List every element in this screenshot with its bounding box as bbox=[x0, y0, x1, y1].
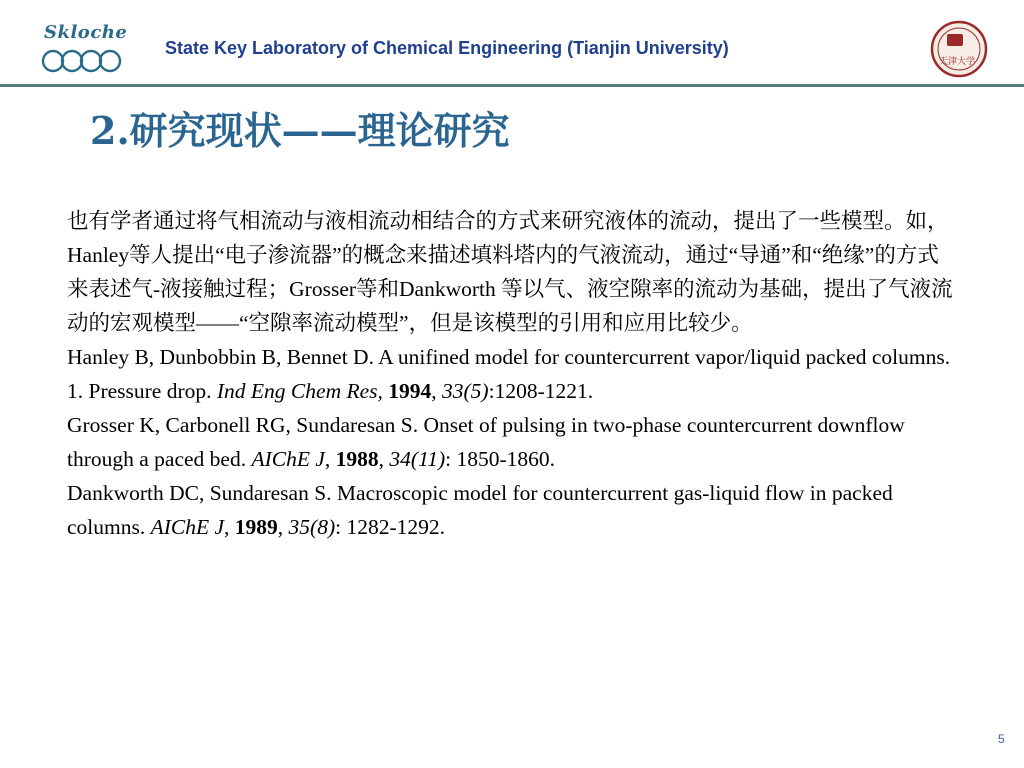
slide-body bbox=[67, 204, 957, 544]
reference-volume: 34(11) bbox=[389, 447, 446, 471]
reference-pages: :1208-1221. bbox=[488, 379, 594, 403]
reference-item bbox=[67, 476, 957, 544]
reference-text: Grosser K, Carbonell RG, Sundaresan S. Onset of pulsing in two-phase countercurrent downflow through a paced bed. bbox=[67, 413, 905, 471]
seal-text: 天津大学 bbox=[938, 57, 976, 67]
reference-item bbox=[67, 408, 957, 476]
reference-text: Hanley B, Dunbobbin B, Bennet D. A unifined model for countercurrent vapor/liquid packed columns. 1. Pressure drop. bbox=[67, 345, 951, 403]
intro-paragraph: 也有学者通过将气相流动与液相流动相结合的方式来研究液体的流动，提出了一些模型。如，Hanley等人提出“电子渗流器”的概念来描述填料塔内的气液流动，通过“导通”和“绝缘”的方式来表述气-液接触过程；Grosser等和Dankworth 等以气、液空隙率的流动为基础，提出了气液流动的宏观模型——“空隙率流动模型”，但是该模型的引用和应用比较少。 bbox=[67, 209, 953, 335]
reference-separator: , bbox=[431, 379, 443, 403]
reference-year: 1988 bbox=[335, 447, 379, 471]
reference-journal: AIChE J bbox=[150, 515, 225, 539]
reference-volume: 35(8) bbox=[288, 515, 336, 539]
reference-year: 1989 bbox=[234, 515, 278, 539]
reference-year: 1994 bbox=[388, 379, 432, 403]
university-seal-icon bbox=[930, 20, 988, 78]
reference-separator: , bbox=[324, 447, 336, 471]
reference-volume: 33(5) bbox=[442, 379, 489, 403]
reference-journal: Ind Eng Chem Res, bbox=[216, 379, 383, 403]
reference-separator: , bbox=[224, 515, 235, 539]
reference-journal: AIChE J bbox=[251, 447, 325, 471]
reference-text: Dankworth DC, Sundaresan S. Macroscopic model for countercurrent gas-liquid flow in packed columns. bbox=[67, 481, 893, 539]
reference-item bbox=[67, 340, 957, 408]
slide-header bbox=[0, 0, 1024, 86]
lab-name: State Key Laboratory of Chemical Engineering (Tianjin University) bbox=[165, 38, 729, 58]
slide-title: 2.研究现状——理论研究 bbox=[90, 108, 510, 153]
reference-separator: , bbox=[378, 447, 390, 471]
reference-pages: : 1282-1292. bbox=[335, 515, 446, 539]
logo-text: Skloche bbox=[44, 22, 128, 43]
reference-pages: : 1850-1860. bbox=[445, 447, 556, 471]
page-number: 5 bbox=[998, 732, 1005, 746]
reference-separator: , bbox=[277, 515, 289, 539]
header-divider bbox=[0, 84, 1024, 87]
skloche-logo bbox=[40, 20, 128, 80]
rings-icon bbox=[40, 46, 124, 76]
